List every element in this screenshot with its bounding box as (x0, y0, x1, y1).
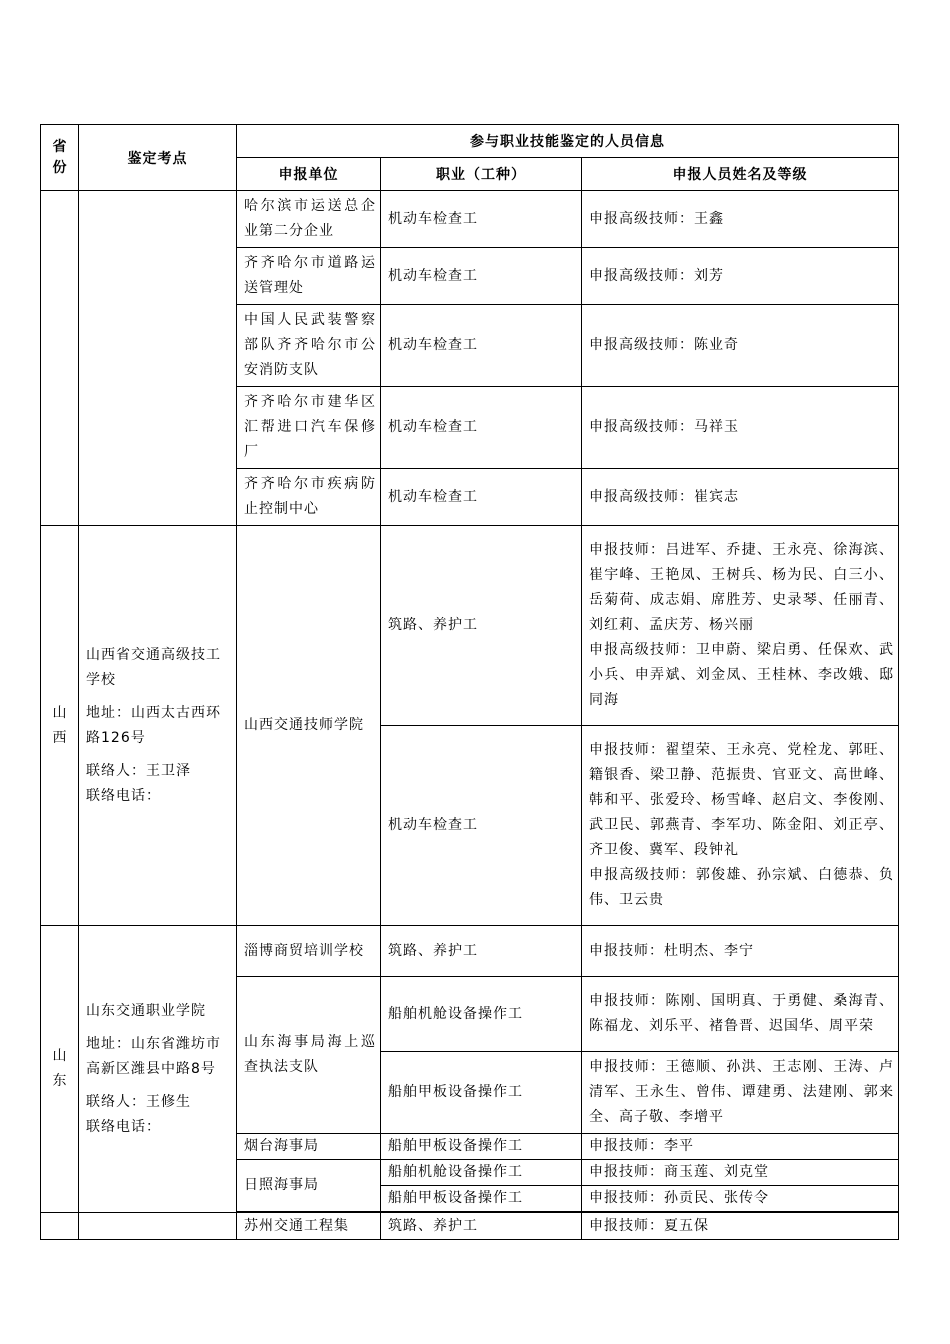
job-cell: 船舶机舱设备操作工 (381, 977, 582, 1052)
unit-cell: 齐齐哈尔市道路运送管理处 (237, 248, 381, 305)
unit-cell: 烟台海事局 (237, 1134, 381, 1160)
unit-cell: 苏州交通工程集 (237, 1213, 381, 1240)
site-name: 山西省交通高级技工学校 (86, 646, 221, 688)
header-names: 申报人员姓名及等级 (582, 158, 899, 191)
site-phone: 联络电话： (86, 787, 161, 804)
site-shanxi (79, 526, 237, 926)
names-cell: 申报技师：孙贡民、张传令 (582, 1186, 899, 1212)
table-row (41, 191, 899, 248)
site-address: 地址：山东省潍坊市高新区潍县中路8号 (86, 1035, 221, 1077)
job-cell: 机动车检查工 (381, 248, 582, 305)
site-name: 山东交通职业学院 (86, 1002, 206, 1019)
names-cell: 申报高级技师：崔宾志 (582, 469, 899, 526)
unit-cell: 中国人民武装警察部队齐齐哈尔市公安消防支队 (237, 305, 381, 387)
table-row (41, 1213, 899, 1240)
site-phone: 联络电话： (86, 1118, 161, 1135)
site-contact: 联络人：王修生 (86, 1093, 191, 1110)
header-job: 职业（工种） (381, 158, 582, 191)
names-cell: 申报技师：陈刚、国明真、于勇健、桑海青、陈福龙、刘乐平、褚鲁晋、迟国华、周平荣 (582, 977, 899, 1052)
job-cell: 机动车检查工 (381, 469, 582, 526)
names-cell: 申报高级技师：马祥玉 (582, 387, 899, 469)
names-cell: 申报技师：夏五保 (582, 1213, 899, 1240)
job-cell: 筑路、养护工 (381, 1213, 582, 1240)
names-cell: 申报技师：李平 (582, 1134, 899, 1160)
header-site: 鉴定考点 (79, 125, 237, 191)
unit-cell: 山西交通技师学院 (237, 526, 381, 926)
job-cell: 机动车检查工 (381, 191, 582, 248)
names-cell: 申报高级技师：王鑫 (582, 191, 899, 248)
job-cell: 机动车检查工 (381, 726, 582, 926)
names-cell: 申报高级技师：刘芳 (582, 248, 899, 305)
header-group: 参与职业技能鉴定的人员信息 (237, 125, 899, 158)
names-cell: 申报技师：商玉莲、刘克堂 (582, 1160, 899, 1186)
job-cell: 船舶甲板设备操作工 (381, 1186, 582, 1212)
province-shandong: 山东 (41, 926, 79, 1213)
site-shandong (79, 926, 237, 1213)
names-cell: 申报技师：翟望荣、王永亮、党栓龙、郭旺、籍银香、梁卫静、范振贵、官亚文、高世峰、韩和平、张爱玲、杨雪峰、赵启文、李俊刚、武卫民、郭燕青、李军功、陈金阳、刘正亭、齐卫俊、冀军、段钟礼 申报高级技师：郭俊雄、孙宗斌、白德恭、负伟、卫云贵 (582, 726, 899, 926)
unit-cell: 齐齐哈尔市建华区汇帮进口汽车保修厂 (237, 387, 381, 469)
job-cell: 船舶机舱设备操作工 (381, 1160, 582, 1186)
names-cell: 申报技师：王德顺、孙洪、王志刚、王涛、卢清军、王永生、曾伟、谭建勇、法建刚、郭来全、高子敬、李增平 (582, 1052, 899, 1134)
job-cell: 机动车检查工 (381, 305, 582, 387)
table-row (41, 926, 899, 977)
unit-cell: 日照海事局 (237, 1160, 381, 1212)
appraisal-table (40, 124, 899, 1240)
site-cell-empty (79, 191, 237, 526)
names-cell: 申报技师：杜明杰、李宁 (582, 926, 899, 977)
names-cell: 申报高级技师：陈业奇 (582, 305, 899, 387)
job-cell: 机动车检查工 (381, 387, 582, 469)
site-cell-empty (79, 1213, 237, 1240)
unit-cell: 淄博商贸培训学校 (237, 926, 381, 977)
job-cell: 筑路、养护工 (381, 526, 582, 726)
job-cell: 筑路、养护工 (381, 926, 582, 977)
names-cell: 申报技师：吕进军、乔捷、王永亮、徐海滨、崔宇峰、王艳凤、王树兵、杨为民、白三小、岳菊荷、成志娟、席胜芳、史录琴、任丽青、刘红莉、孟庆芳、杨兴丽 申报高级技师：卫申蔚、梁启勇、任保欢、武小兵、申弄斌、刘金凤、王桂林、李改娥、邸同海 (582, 526, 899, 726)
header-unit: 申报单位 (237, 158, 381, 191)
unit-cell: 山东海事局海上巡查执法支队 (237, 977, 381, 1134)
site-address: 地址：山西太古西环路126号 (86, 704, 221, 746)
table-row (41, 526, 899, 726)
province-cell-empty (41, 1213, 79, 1240)
unit-cell: 齐齐哈尔市疾病防止控制中心 (237, 469, 381, 526)
site-contact: 联络人：王卫泽 (86, 762, 191, 779)
job-cell: 船舶甲板设备操作工 (381, 1134, 582, 1160)
province-cell-empty (41, 191, 79, 526)
unit-cell: 哈尔滨市运送总企业第二分企业 (237, 191, 381, 248)
document-page (40, 124, 898, 1240)
province-shanxi: 山西 (41, 526, 79, 926)
job-cell: 船舶甲板设备操作工 (381, 1052, 582, 1134)
header-province: 省份 (41, 125, 79, 191)
